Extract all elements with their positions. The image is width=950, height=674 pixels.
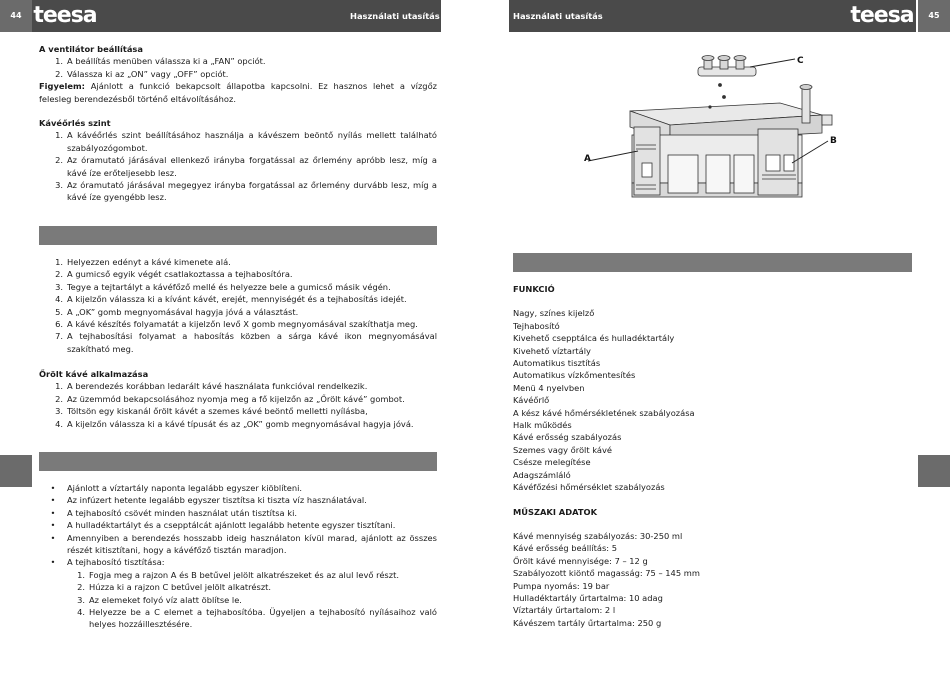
- list-item: Kávéfőzési hőmérséklet szabályozás: [513, 482, 665, 493]
- function-section: [513, 283, 912, 629]
- item-number: 3.: [77, 594, 85, 605]
- item-text: Amennyiben a berendezés hosszabb ideig használaton kívül marad, ajánlott az összes részét kitisztítani, hogy a kávéfőző tisztán maradjon.: [67, 532, 437, 556]
- function-list: [513, 307, 912, 493]
- bullet-dot: •: [50, 483, 56, 493]
- list-item: [39, 318, 437, 330]
- list-item: A kész kávé hőmérsékletének szabályozása: [513, 407, 695, 418]
- list-item: Kávéőrlő: [513, 395, 550, 406]
- item-number: 2.: [55, 269, 63, 280]
- fan-note-text: Ajánlott a funkció bekapcsolt állapotba kapcsolni. Ez hasznos lehet a vízgőz felesleg berendezésből történő eltávolításához.: [39, 81, 437, 104]
- item-number: 3.: [55, 281, 63, 292]
- item-number: 2.: [55, 393, 63, 404]
- list-item: [39, 494, 437, 506]
- list-item: Kivehető víztartály: [513, 345, 591, 356]
- item-number: 4.: [55, 418, 63, 429]
- list-item: Automatikus vízkőmentesítés: [513, 370, 636, 381]
- milk-list: [39, 256, 437, 355]
- side-tab-right: [918, 455, 950, 487]
- item-text: A kijelzőn válassza ki a kávé típusát és az „OK” gomb megnyomásával hagyja jóvá.: [67, 418, 414, 429]
- item-text: Ajánlott a víztartály naponta legalább egyszer kiöblíteni.: [67, 483, 303, 493]
- spacer: [513, 518, 912, 530]
- item-text: Töltsön egy kiskanál őrölt kávét a szemes kávé beöntő melletti nyílásba,: [67, 406, 368, 417]
- list-item: [39, 569, 437, 581]
- list-item: [39, 293, 437, 305]
- list-item: Menü 4 nyelvben: [513, 382, 585, 393]
- list-item: [39, 507, 437, 519]
- list-item: [39, 68, 437, 80]
- header-title-left: Használati utasítás: [350, 11, 440, 21]
- section-bar-cleaning: [39, 452, 437, 471]
- item-text: Az óramutató járásával megegyez irányba forgatással az őrlemény durvább lesz, míg a kávé íze gyengébb lesz.: [67, 180, 437, 203]
- cleaning-substeps: [39, 569, 437, 631]
- item-text: Tegye a tejtartályt a kávéfőző mellé és helyezze bele a gumicső másik végén.: [67, 281, 391, 292]
- list-item: [39, 556, 437, 568]
- grind-title: Kávéőrlés szint: [39, 118, 111, 128]
- list-item: Őrölt kávé mennyisége: 7 – 12 g: [513, 555, 648, 566]
- fan-section: [39, 43, 437, 105]
- spacer: [513, 494, 912, 506]
- item-text: Az üzemmód bekapcsolásához nyomja meg a fő kijelzőn az „Őrölt kávé” gombot.: [67, 393, 405, 404]
- cleaning-section: [39, 482, 437, 631]
- list-item: Kávészem tartály űrtartalma: 250 g: [513, 617, 662, 628]
- grind-list: [39, 129, 437, 203]
- label-c: C: [797, 56, 804, 66]
- list-item: Víztartály űrtartalom: 2 l: [513, 605, 616, 616]
- list-item: [39, 55, 437, 67]
- tech-title: MŰSZAKI ADATOK: [513, 506, 598, 517]
- list-item: Nagy, színes kijelző: [513, 308, 595, 319]
- item-number: 1.: [55, 56, 63, 67]
- bullet-dot: •: [50, 520, 56, 531]
- bullet-dot: •: [50, 507, 56, 518]
- item-number: 1.: [55, 130, 63, 141]
- item-text: Válassza ki az „ON” vagy „OFF” opciót.: [67, 68, 229, 79]
- item-number: 2.: [77, 582, 85, 593]
- section-bar-milk: [39, 226, 437, 245]
- list-item: [39, 405, 437, 417]
- page-number-right: 45: [918, 0, 950, 32]
- tech-list: [513, 530, 912, 629]
- brand-logo-right: teesa: [850, 2, 914, 28]
- bullet-dot: •: [50, 532, 56, 543]
- list-item: Kivehető csepptálca és hulladéktartály: [513, 333, 675, 344]
- list-item: [39, 532, 437, 557]
- item-text: A beállítás menüben válassza ki a „FAN” opciót.: [67, 56, 266, 67]
- list-item: [39, 330, 437, 355]
- item-text: Az infúzert hetente legalább egyszer tisztítsa ki tiszta víz használatával.: [67, 495, 367, 506]
- item-text: A kijelzőn válassza ki a kívánt kávét, erejét, mennyiségét és a tejhabosítás idejét.: [67, 294, 407, 305]
- item-text: A kávéőrlés szint beállításához használja a kávészem beöntő nyílás mellett található szabályozógombot.: [67, 130, 437, 153]
- item-number: 2.: [55, 68, 63, 79]
- bullet-dot: •: [50, 557, 56, 568]
- list-item: [39, 482, 437, 494]
- item-number: 1.: [77, 569, 85, 580]
- item-text: A tejhabosító tisztítása:: [67, 557, 165, 568]
- list-item: [39, 256, 437, 268]
- list-item: Kávé erősség beállítás: 5: [513, 543, 618, 554]
- list-item: Kávé mennyiség szabályozás: 30-250 ml: [513, 530, 683, 541]
- list-item: Pumpa nyomás: 19 bar: [513, 580, 610, 591]
- item-number: 6.: [55, 319, 63, 330]
- item-number: 4.: [77, 607, 85, 618]
- list-item: Halk működés: [513, 420, 572, 431]
- list-item: Csésze melegítése: [513, 457, 591, 468]
- item-number: 1.: [55, 381, 63, 392]
- frother-figure: [570, 45, 860, 217]
- list-item: [39, 606, 437, 631]
- item-text: A tejhabosítási folyamat a habosítás közben a sárga kávé ikon megnyomásával szakítható meg.: [67, 331, 437, 354]
- ground-list: [39, 380, 437, 430]
- bullet-dot: •: [50, 495, 56, 506]
- item-text: A hulladéktartályt és a csepptálcát ajánlott legalább hetente egyszer tisztítani.: [67, 520, 396, 531]
- list-item: [39, 129, 437, 154]
- list-item: Adagszámláló: [513, 469, 571, 480]
- function-title: FUNKCIÓ: [513, 284, 555, 294]
- item-number: 1.: [55, 257, 63, 267]
- item-text: Az elemeket folyó víz alatt öblítse le.: [89, 594, 242, 605]
- list-item: Szemes vagy őrölt kávé: [513, 444, 613, 455]
- item-text: A „OK” gomb megnyomásával hagyja jóvá a választást.: [67, 306, 299, 317]
- grind-section: [39, 117, 437, 204]
- item-text: A gumicső egyik végét csatlakoztassa a tejhabosítóra.: [67, 269, 293, 280]
- item-number: 5.: [55, 306, 63, 317]
- header-title-right: Használati utasítás: [513, 11, 603, 21]
- list-item: [39, 306, 437, 318]
- list-item: Tejhabosító: [513, 320, 560, 331]
- list-item: [39, 268, 437, 280]
- fan-note-label: Figyelem:: [39, 81, 85, 92]
- list-item: Szabályozott kiöntő magasság: 75 – 145 mm: [513, 568, 700, 579]
- milk-section: [39, 256, 437, 355]
- list-item: [39, 581, 437, 593]
- item-number: 3.: [55, 406, 63, 417]
- label-a: A: [584, 154, 591, 164]
- list-item: [39, 380, 437, 392]
- item-text: Húzza ki a rajzon C betűvel jelölt alkatrészt.: [89, 582, 272, 593]
- cleaning-bullets: [39, 482, 437, 569]
- item-number: 2.: [55, 155, 63, 166]
- side-tab-left: [0, 455, 32, 487]
- item-text: Az óramutató járásával ellenkező irányba forgatással az őrlemény apróbb lesz, míg a kávé íze erőteljesebb lesz.: [67, 155, 437, 178]
- fan-list: [39, 55, 437, 80]
- list-item: Kávé erősség szabályozás: [513, 432, 622, 443]
- item-text: Helyezze be a C elemet a tejhabosítóba. Ügyeljen a tejhabosító nyílásaihoz való helyes hozzáillesztésére.: [89, 607, 437, 630]
- label-b: B: [830, 136, 837, 146]
- ground-title: Őrölt kávé alkalmazása: [39, 369, 149, 379]
- item-number: 3.: [55, 180, 63, 191]
- frother-drawing: [570, 45, 860, 217]
- item-text: A berendezés korábban ledarált kávé használata funkcióval rendelkezik.: [67, 381, 368, 392]
- item-text: A kávé készítés folyamatát a kijelzőn levő X gomb megnyomásával szakíthatja meg.: [67, 319, 418, 330]
- list-item: [39, 519, 437, 531]
- fan-title: A ventilátor beállítása: [39, 44, 143, 54]
- brand-logo-left: teesa: [33, 2, 97, 28]
- list-item: Automatikus tisztítás: [513, 358, 601, 369]
- ground-section: [39, 368, 437, 430]
- list-item: [39, 179, 437, 204]
- item-text: A tejhabosító csövét minden használat után tisztítsa ki.: [67, 507, 298, 518]
- item-text: Fogja meg a rajzon A és B betűvel jelölt alkatrészeket és az alul levő részt.: [89, 569, 399, 580]
- spacer: [513, 295, 912, 307]
- item-text: Helyezzen edényt a kávé kimenete alá.: [67, 257, 231, 267]
- fan-note: [39, 80, 437, 105]
- section-bar-specs: [513, 253, 912, 272]
- list-item: [39, 594, 437, 606]
- list-item: [39, 281, 437, 293]
- list-item: Hulladéktartály űrtartalma: 10 adag: [513, 592, 663, 603]
- page-number-left: 44: [0, 0, 32, 32]
- item-number: 7.: [55, 331, 63, 342]
- list-item: [39, 393, 437, 405]
- list-item: [39, 154, 437, 179]
- list-item: [39, 418, 437, 430]
- item-number: 4.: [55, 294, 63, 305]
